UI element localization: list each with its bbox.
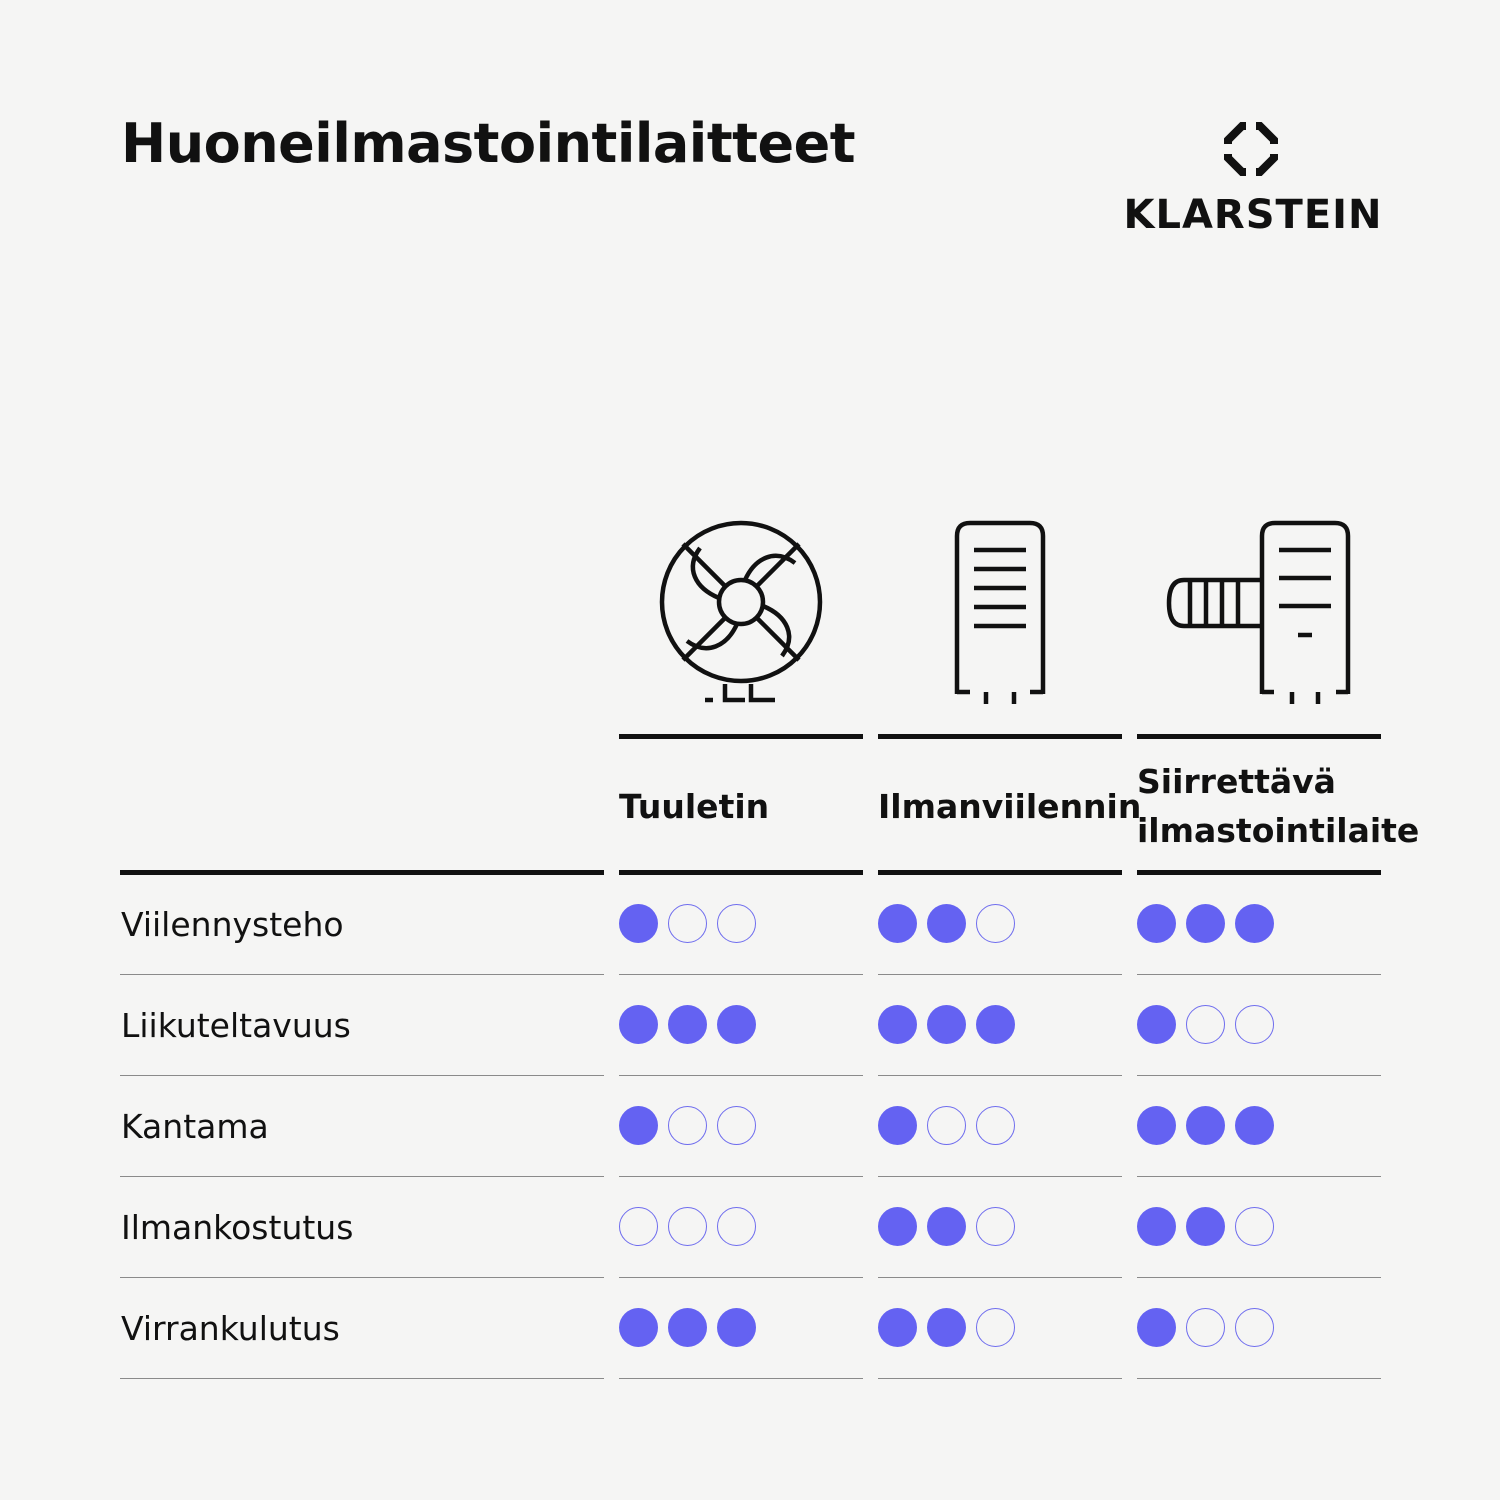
rating-dot-filled xyxy=(878,1005,917,1044)
rating-dot-filled xyxy=(619,1308,658,1347)
rating-dots xyxy=(878,1308,1015,1347)
row-label: Viilennysteho xyxy=(121,905,344,944)
rating-dot-filled xyxy=(1235,1106,1274,1145)
rating-dot-empty xyxy=(976,904,1015,943)
row-label: Ilmankostutus xyxy=(121,1208,354,1247)
row-divider xyxy=(120,974,604,975)
column-top-rule xyxy=(878,734,1122,739)
rating-dot-filled xyxy=(878,904,917,943)
rating-dot-filled xyxy=(927,904,966,943)
rating-dots xyxy=(619,1106,756,1145)
column-top-rule xyxy=(1137,734,1381,739)
rating-dots xyxy=(878,904,1015,943)
row-divider xyxy=(120,1277,604,1278)
brand-name: KLARSTEIN xyxy=(1123,192,1383,238)
row-divider xyxy=(1137,1176,1381,1177)
row-divider xyxy=(878,1378,1122,1379)
rating-dot-filled xyxy=(619,1005,658,1044)
row-divider xyxy=(619,1378,863,1379)
row-divider xyxy=(619,1075,863,1076)
column-top-rule xyxy=(619,734,863,739)
rating-dot-empty xyxy=(976,1308,1015,1347)
rating-dots xyxy=(1137,1207,1274,1246)
row-label: Liikuteltavuus xyxy=(121,1006,351,1045)
rating-dot-filled xyxy=(1186,1207,1225,1246)
row-divider xyxy=(878,1176,1122,1177)
rating-dot-filled xyxy=(1137,1308,1176,1347)
column-header-line: ilmastointilaite xyxy=(1137,811,1420,850)
rating-dot-empty xyxy=(717,1106,756,1145)
rating-dot-empty xyxy=(717,1207,756,1246)
rating-dot-empty xyxy=(717,904,756,943)
rating-dot-empty xyxy=(619,1207,658,1246)
rating-dot-empty xyxy=(1235,1308,1274,1347)
rating-dot-empty xyxy=(668,904,707,943)
row-divider xyxy=(1137,974,1381,975)
rating-dot-empty xyxy=(976,1106,1015,1145)
fan-icon xyxy=(655,518,827,708)
rating-dots xyxy=(1137,1106,1274,1145)
portable-air-conditioner-icon xyxy=(1162,518,1357,708)
brand-logo xyxy=(1120,118,1390,248)
rating-dot-empty xyxy=(1235,1005,1274,1044)
rating-dot-filled xyxy=(619,1106,658,1145)
rating-dot-empty xyxy=(1235,1207,1274,1246)
table-header-rule xyxy=(619,870,863,875)
row-divider xyxy=(878,974,1122,975)
rating-dot-filled xyxy=(878,1308,917,1347)
rating-dot-filled xyxy=(668,1308,707,1347)
rating-dot-empty xyxy=(927,1106,966,1145)
rating-dot-filled xyxy=(1137,1005,1176,1044)
row-divider xyxy=(878,1277,1122,1278)
row-divider xyxy=(120,1378,604,1379)
rating-dot-filled xyxy=(976,1005,1015,1044)
rating-dot-filled xyxy=(1137,1106,1176,1145)
table-header-rule xyxy=(120,870,604,875)
rating-dot-filled xyxy=(1186,1106,1225,1145)
air-cooler-icon xyxy=(950,518,1050,708)
rating-dot-filled xyxy=(668,1005,707,1044)
rating-dots xyxy=(619,1005,756,1044)
rating-dots xyxy=(878,1207,1015,1246)
rating-dot-filled xyxy=(1137,904,1176,943)
rating-dot-empty xyxy=(1186,1308,1225,1347)
rating-dot-filled xyxy=(1186,904,1225,943)
row-label: Kantama xyxy=(121,1107,269,1146)
rating-dot-filled xyxy=(1137,1207,1176,1246)
column-header-tuuletin: Tuuletin xyxy=(619,787,770,826)
row-divider xyxy=(1137,1378,1381,1379)
klarstein-diamond-logo-icon xyxy=(1220,118,1282,180)
rating-dots xyxy=(619,1207,756,1246)
rating-dot-filled xyxy=(927,1207,966,1246)
row-label: Virrankulutus xyxy=(121,1309,340,1348)
row-divider xyxy=(878,1075,1122,1076)
row-divider xyxy=(619,974,863,975)
column-header-line: Siirrettävä xyxy=(1137,762,1336,801)
rating-dots xyxy=(878,1106,1015,1145)
row-divider xyxy=(120,1075,604,1076)
column-header-ilmanviilennin: Ilmanviilennin xyxy=(878,787,1142,826)
rating-dot-filled xyxy=(878,1207,917,1246)
rating-dots xyxy=(1137,1005,1274,1044)
table-header-rule xyxy=(878,870,1122,875)
row-divider xyxy=(619,1176,863,1177)
rating-dots xyxy=(619,1308,756,1347)
rating-dot-filled xyxy=(927,1308,966,1347)
row-divider xyxy=(619,1277,863,1278)
rating-dot-filled xyxy=(717,1005,756,1044)
rating-dot-empty xyxy=(976,1207,1015,1246)
page-title: Huoneilmastointilaitteet xyxy=(121,112,856,175)
row-divider xyxy=(1137,1277,1381,1278)
rating-dot-filled xyxy=(927,1005,966,1044)
rating-dots xyxy=(878,1005,1015,1044)
rating-dot-filled xyxy=(619,904,658,943)
rating-dot-empty xyxy=(668,1106,707,1145)
rating-dot-empty xyxy=(668,1207,707,1246)
rating-dot-filled xyxy=(1235,904,1274,943)
table-header-rule xyxy=(1137,870,1381,875)
rating-dot-filled xyxy=(878,1106,917,1145)
rating-dot-filled xyxy=(717,1308,756,1347)
rating-dots xyxy=(619,904,756,943)
rating-dot-empty xyxy=(1186,1005,1225,1044)
rating-dots xyxy=(1137,1308,1274,1347)
column-header-siirrettava-ilmastointilaite xyxy=(1137,757,1419,855)
row-divider xyxy=(120,1176,604,1177)
row-divider xyxy=(1137,1075,1381,1076)
rating-dots xyxy=(1137,904,1274,943)
